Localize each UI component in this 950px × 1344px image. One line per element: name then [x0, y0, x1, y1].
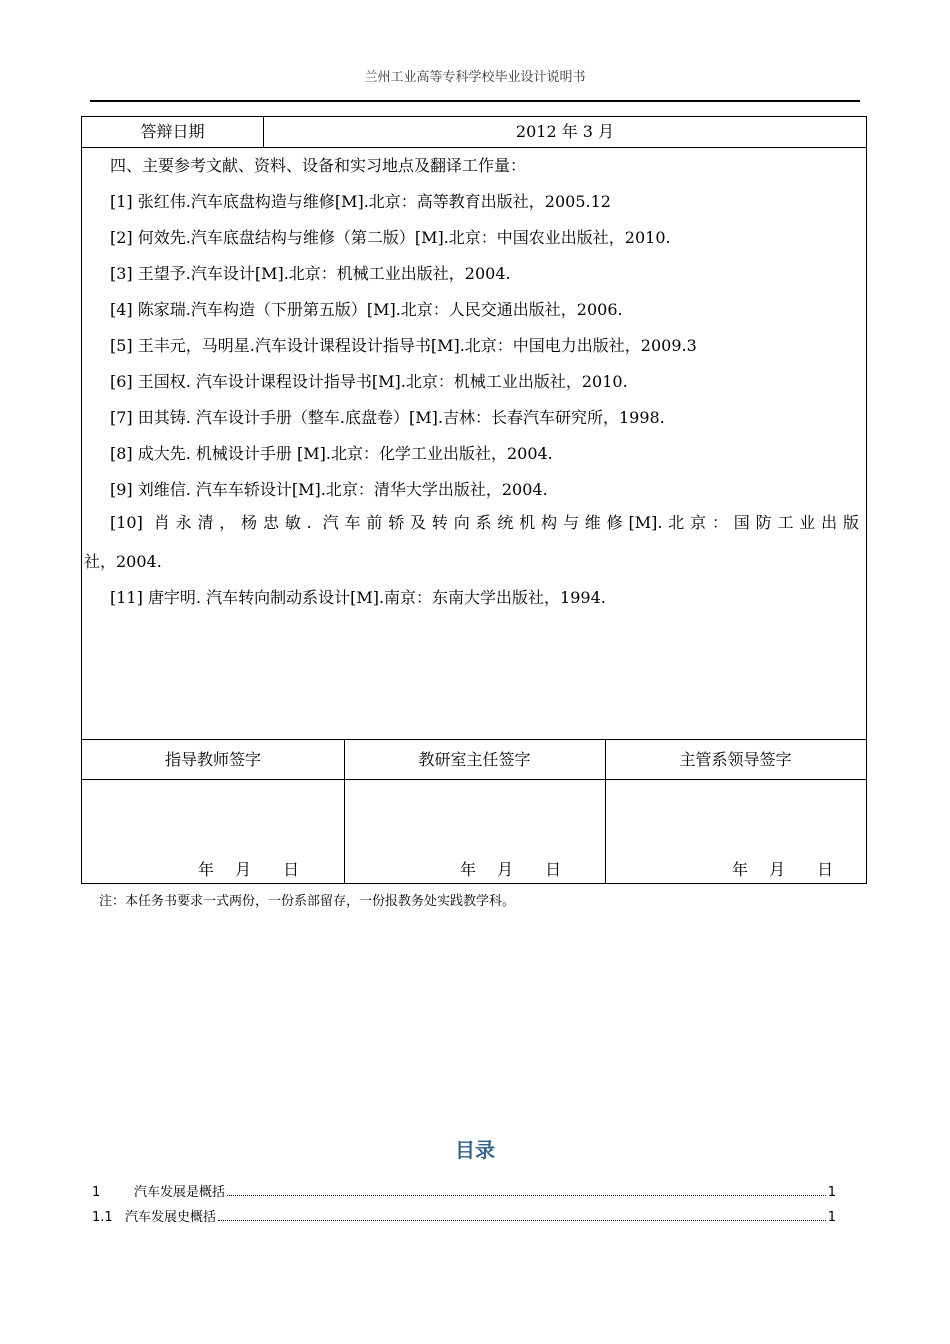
form-note: 注：本任务书要求一式两份，一份系部留存，一份报教务处实践教学科。 — [99, 894, 516, 909]
toc-entry-text: 汽车发展史概括 — [125, 1210, 217, 1225]
toc-entry-number: 1 — [92, 1185, 101, 1200]
toc-entry-text: 汽车发展是概括 — [134, 1185, 226, 1200]
director-signature-header: 教研室主任签字 — [344, 740, 605, 780]
defense-date-value: 2012 年 3 月 — [515, 122, 615, 141]
advisor-signature-date: 年 月 日 — [198, 860, 300, 879]
toc-entry[interactable] — [92, 1180, 836, 1200]
defense-date-label: 答辩日期 — [82, 117, 264, 147]
task-form-table — [81, 116, 867, 884]
reference-item: [2] 何效先.汽车底盘结构与维修（第二版）[M].北京：中国农业出版社，2010. — [110, 228, 671, 247]
reference-item: [9] 刘维信. 汽车车轿设计[M].北京：清华大学出版社，2004. — [110, 480, 548, 499]
toc-dot-leader — [218, 1220, 826, 1221]
page-header-title: 兰州工业高等专科学校毕业设计说明书 — [364, 70, 586, 85]
toc-entry[interactable] — [92, 1205, 836, 1225]
defense-date-row — [82, 117, 866, 148]
reference-item-continuation: 社，2004. — [84, 552, 162, 571]
toc-title: 目录 — [455, 1138, 495, 1162]
reference-item: [8] 成大先. 机械设计手册 [M].北京：化学工业出版社，2004. — [110, 444, 553, 463]
references-heading: 四、主要参考文献、资料、设备和实习地点及翻译工作量： — [110, 156, 527, 175]
reference-item: [4] 陈家瑞.汽车构造（下册第五版）[M].北京：人民交通出版社，2006. — [110, 300, 623, 319]
reference-item: [3] 王望予.汽车设计[M].北京：机械工业出版社，2004. — [110, 264, 511, 283]
toc-entry-page: 1 — [827, 1185, 836, 1200]
toc-dot-leader — [227, 1195, 826, 1196]
toc-entry-page: 1 — [827, 1210, 836, 1225]
reference-item: [7] 田其铸. 汽车设计手册（整车.底盘卷）[M].吉林：长春汽车研究所，1998. — [110, 408, 665, 427]
references-cell — [82, 147, 866, 740]
reference-item: [1] 张红伟.汽车底盘构造与维修[M].北京：高等教育出版社，2005.12 — [110, 192, 611, 211]
reference-item: [6] 王国权. 汽车设计课程设计指导书[M].北京：机械工业出版社，2010. — [110, 372, 628, 391]
leader-signature-date: 年 月 日 — [732, 860, 834, 879]
advisor-signature-header: 指导教师签字 — [82, 740, 344, 780]
reference-item: [5] 王丰元，马明星.汽车设计课程设计指导书[M].北京：中国电力出版社，2009.3 — [110, 336, 697, 355]
toc-entry-number: 1.1 — [92, 1210, 113, 1225]
director-signature-date: 年 月 日 — [460, 860, 562, 879]
header-rule — [90, 100, 860, 102]
reference-item: [10] 肖永清，杨忠敏. 汽车前轿及转向系统机构与维修[M].北京：国防工业出版 — [110, 513, 859, 532]
leader-signature-header: 主管系领导签字 — [605, 740, 866, 780]
reference-item: [11] 唐宇明. 汽车转向制动系设计[M].南京：东南大学出版社，1994. — [110, 588, 606, 607]
